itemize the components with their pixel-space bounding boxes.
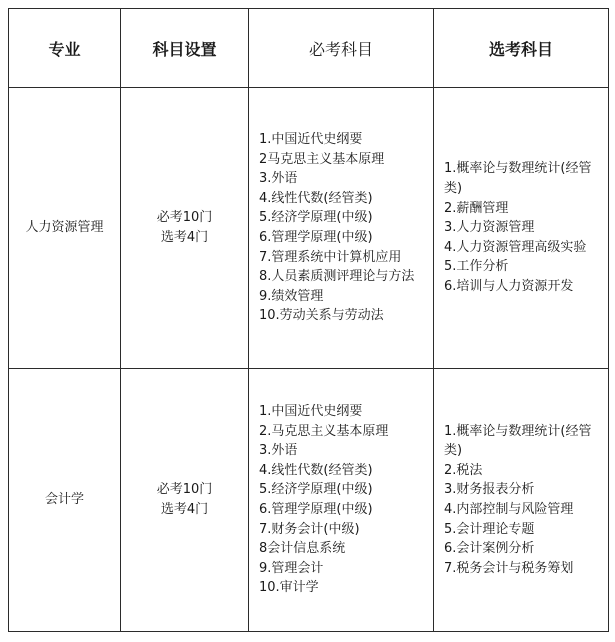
header-major: 专业 [9, 9, 121, 88]
list-item: 7.税务会计与税务筹划 [444, 560, 574, 576]
list-item: 6.管理学原理(中级) [259, 230, 373, 245]
list-item: 4.人力资源管理高级实验 [444, 239, 587, 255]
list-item: 6.会计案例分析 [444, 541, 535, 557]
setup-cell [121, 369, 249, 632]
list-item: 5.工作分析 [444, 259, 509, 275]
list-item: 9.绩效管理 [259, 288, 324, 304]
list-item: 5.会计理论专题 [444, 521, 535, 537]
list-item: 7.财务会计(中级) [259, 521, 360, 537]
list-item: 2.税法 [444, 462, 483, 478]
list-item: 1.概率论与数理统计(经管类) [444, 423, 592, 459]
setup-elective-count: 选考4门 [160, 502, 209, 517]
list-item: 8.人员素质测评理论与方法 [259, 269, 415, 285]
list-item: 8会计信息系统 [259, 541, 346, 557]
list-item: 1.中国近代史纲要 [259, 132, 363, 148]
list-item: 3.外语 [259, 171, 298, 187]
list-item: 3.外语 [259, 443, 298, 459]
major-cell: 人力资源管理 [9, 88, 121, 369]
header-row [9, 9, 609, 88]
header-setup: 科目设置 [121, 9, 249, 88]
list-item: 5.经济学原理(中级) [259, 210, 373, 226]
curriculum-table [8, 8, 609, 632]
list-item: 1.概率论与数理统计(经管类) [444, 161, 592, 197]
list-item: 4.内部控制与风险管理 [444, 502, 574, 517]
list-item: 10.劳动关系与劳动法 [259, 308, 384, 324]
list-item: 7.管理系统中计算机应用 [259, 249, 402, 265]
list-item: 1.中国近代史纲要 [259, 404, 363, 420]
elective-subjects-cell [434, 369, 609, 632]
setup-cell [121, 88, 249, 369]
list-item: 3.财务报表分析 [444, 482, 535, 498]
setup-required-count: 必考10门 [156, 210, 213, 225]
list-item: 2.马克思主义基本原理 [259, 423, 389, 439]
list-item: 10.审计学 [259, 580, 319, 596]
required-subjects-cell [249, 369, 434, 632]
list-item: 3.人力资源管理 [444, 220, 535, 236]
header-elective: 选考科目 [434, 9, 609, 88]
required-subjects-cell [249, 88, 434, 369]
major-cell: 会计学 [9, 369, 121, 632]
elective-subjects-cell [434, 88, 609, 369]
list-item: 6.管理学原理(中级) [259, 502, 373, 517]
list-item: 5.经济学原理(中级) [259, 482, 373, 498]
table-row [9, 369, 609, 632]
header-required: 必考科目 [249, 9, 434, 88]
table-row [9, 88, 609, 369]
list-item: 4.线性代数(经管类) [259, 462, 373, 478]
list-item: 6.培训与人力资源开发 [444, 278, 574, 294]
list-item: 2.薪酬管理 [444, 200, 509, 216]
list-item: 4.线性代数(经管类) [259, 190, 373, 206]
list-item: 9.管理会计 [259, 560, 324, 576]
setup-required-count: 必考10门 [156, 482, 213, 497]
setup-elective-count: 选考4门 [160, 230, 209, 245]
list-item: 2马克思主义基本原理 [259, 151, 385, 167]
